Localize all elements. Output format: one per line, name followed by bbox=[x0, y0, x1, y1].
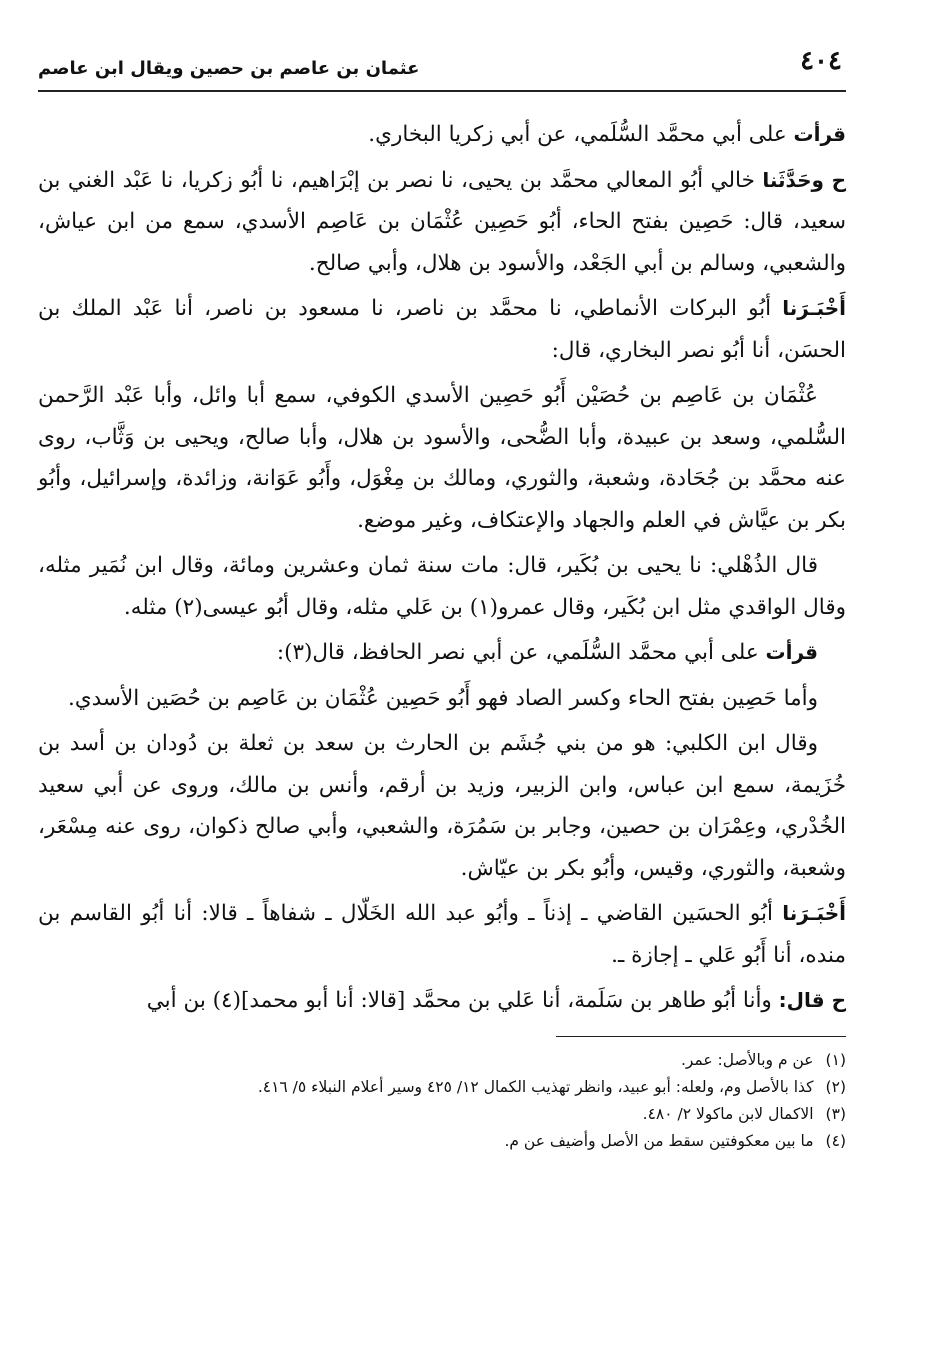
footnote-number: (١) bbox=[825, 1050, 846, 1069]
paragraph-text: عُثْمَان بن عَاصِم بن حُصَيْن أَبُو حَصِين الأسدي الكوفي، سمع أبا وائل، وأبا عَبْد الرَّحمن السُّلمي، وسعد بن عبيدة، وأبا الضُّحى، والأسود بن هلال، وأبا صالح، ويحيى بن وَثَّاب، روى عنه محمَّد بن جُحَادة، وشعبة، والثوري، ومالك بن مِغْوَل، وأَبُو عَوَانة، وزائدة، وإسرائيل، وأبُو بكر بن عيَّاش في العلم والجهاد والإعتكاف، وغير موضع. bbox=[38, 383, 846, 533]
paragraph-text: وأنا أبُو طاهر بن سَلَمة، أنا عَلي بن محمَّد [قالا: أنا أبو محمد](٤) بن أبي bbox=[146, 988, 779, 1013]
footnote-text: ما بين معكوفتين سقط من الأصل وأضيف عن م. bbox=[504, 1131, 814, 1150]
footnotes bbox=[38, 1047, 846, 1155]
footnote-rule bbox=[556, 1036, 846, 1037]
footnote-number: (٤) bbox=[825, 1131, 846, 1150]
paragraph-text: أبُو البركات الأنماطي، نا محمَّد بن ناصر، نا مسعود بن ناصر، أنا عَبْد الملك بن الحسَن، أنا أبُو نصر البخاري، قال: bbox=[38, 296, 846, 363]
paragraph-text: على أبي محمَّد السُّلَمي، عن أبي نصر الحافظ، قال(٣): bbox=[276, 640, 766, 665]
paragraph bbox=[38, 980, 846, 1022]
paragraph-text: وقال ابن الكلبي: هو من بني جُشَم بن الحارث بن سعد بن ثعلة بن دُودان بن أسد بن خُزَيمة، سمع ابن عباس، وابن الزبير، وزيد بن أرقم، وأنس بن مالك، وروى عن أبي سعيد الخُدْري، وعِمْرَان بن حصين، وجابر بن سَمُرَة، والشعبي، وأبي صالح ذكوان، روى عنه مِسْعَر، وشعبة، والثوري، وقيس، وأبُو بكر بن عيّاش. bbox=[38, 731, 846, 881]
footnote-text: الاكمال لابن ماكولا ٢/ ٤٨٠. bbox=[642, 1104, 814, 1123]
header-rule bbox=[38, 90, 846, 92]
paragraph-lead: ح وحَدَّثَنا bbox=[762, 167, 846, 192]
footnote-text: كذا بالأصل وم، ولعله: أبو عبيد، وانظر تهذيب الكمال ١٢/ ٤٢٥ وسير أعلام النبلاء ٥/ ٤١٦. bbox=[257, 1077, 814, 1096]
footnote-text: عن م وبالأصل: عمر. bbox=[680, 1050, 814, 1069]
running-head: عثمان بن عاصم بن حصين ويقال ابن عاصم bbox=[38, 58, 420, 79]
paragraph bbox=[38, 545, 846, 628]
paragraph-text: قال الذُهْلي: نا يحيى بن بُكَير، قال: مات سنة ثمان وعشرين ومائة، وقال ابن نُمَير مثله، وقال الواقدي مثل ابن بُكَير، وقال عمرو(١) بن عَلي مثله، وقال أبُو عيسى(٢) مثله. bbox=[38, 553, 846, 620]
page-number: ٤٠٤ bbox=[800, 46, 842, 76]
paragraph-lead: ح قال: bbox=[778, 988, 846, 1012]
footnote bbox=[38, 1047, 846, 1074]
paragraph-lead: أَخْبَـرَنا bbox=[782, 901, 846, 925]
paragraph bbox=[38, 893, 846, 976]
paragraph bbox=[38, 375, 846, 541]
book-page bbox=[38, 28, 846, 1328]
footnote-number: (٢) bbox=[825, 1077, 846, 1096]
paragraph-text: على أبي محمَّد السُّلَمي، عن أبي زكريا البخاري. bbox=[368, 122, 794, 147]
paragraph bbox=[38, 723, 846, 889]
paragraph-text: وأما حَصِين بفتح الحاء وكسر الصاد فهو أَبُو حَصِين عُثْمَان بن عَاصِم بن حُصَين الأسدي. bbox=[67, 685, 818, 711]
footnote bbox=[38, 1074, 846, 1101]
paragraph bbox=[38, 632, 846, 674]
page-header bbox=[38, 28, 846, 92]
paragraph bbox=[38, 160, 846, 285]
paragraph-lead: قرأت bbox=[793, 122, 846, 146]
footnote-number: (٣) bbox=[825, 1104, 846, 1123]
paragraph-lead: أَخْبَـرَنا bbox=[782, 296, 846, 320]
paragraph-text: أبُو الحسَين القاضي ـ إذناً ـ وأبُو عبد الله الخَلّال ـ شفاهاً ـ قالا: أنا أبُو القاسم بن منده، أنا أَبُو عَلي ـ إجازة ـ. bbox=[38, 901, 846, 968]
paragraph-text: خالي أبُو المعالي محمَّد بن يحيى، نا نصر بن إبْرَاهيم، نا أبُو زكريا، نا عَبْد الغني بن سعيد، قال: حَصِين بفتح الحاء، أبُو حَصِين عُثْمَان بن عَاصِم الأسدي، سمع من ابن عياش، والشعبي، وسالم بن أبي الجَعْد، والأسود بن هلال، وأبي صالح. bbox=[38, 167, 846, 276]
paragraph bbox=[38, 678, 846, 720]
main-text bbox=[38, 114, 846, 1022]
footnote bbox=[38, 1128, 846, 1155]
footnote bbox=[38, 1101, 846, 1128]
paragraph bbox=[38, 288, 846, 371]
paragraph-lead: قرأت bbox=[765, 640, 818, 664]
paragraph bbox=[38, 114, 846, 156]
